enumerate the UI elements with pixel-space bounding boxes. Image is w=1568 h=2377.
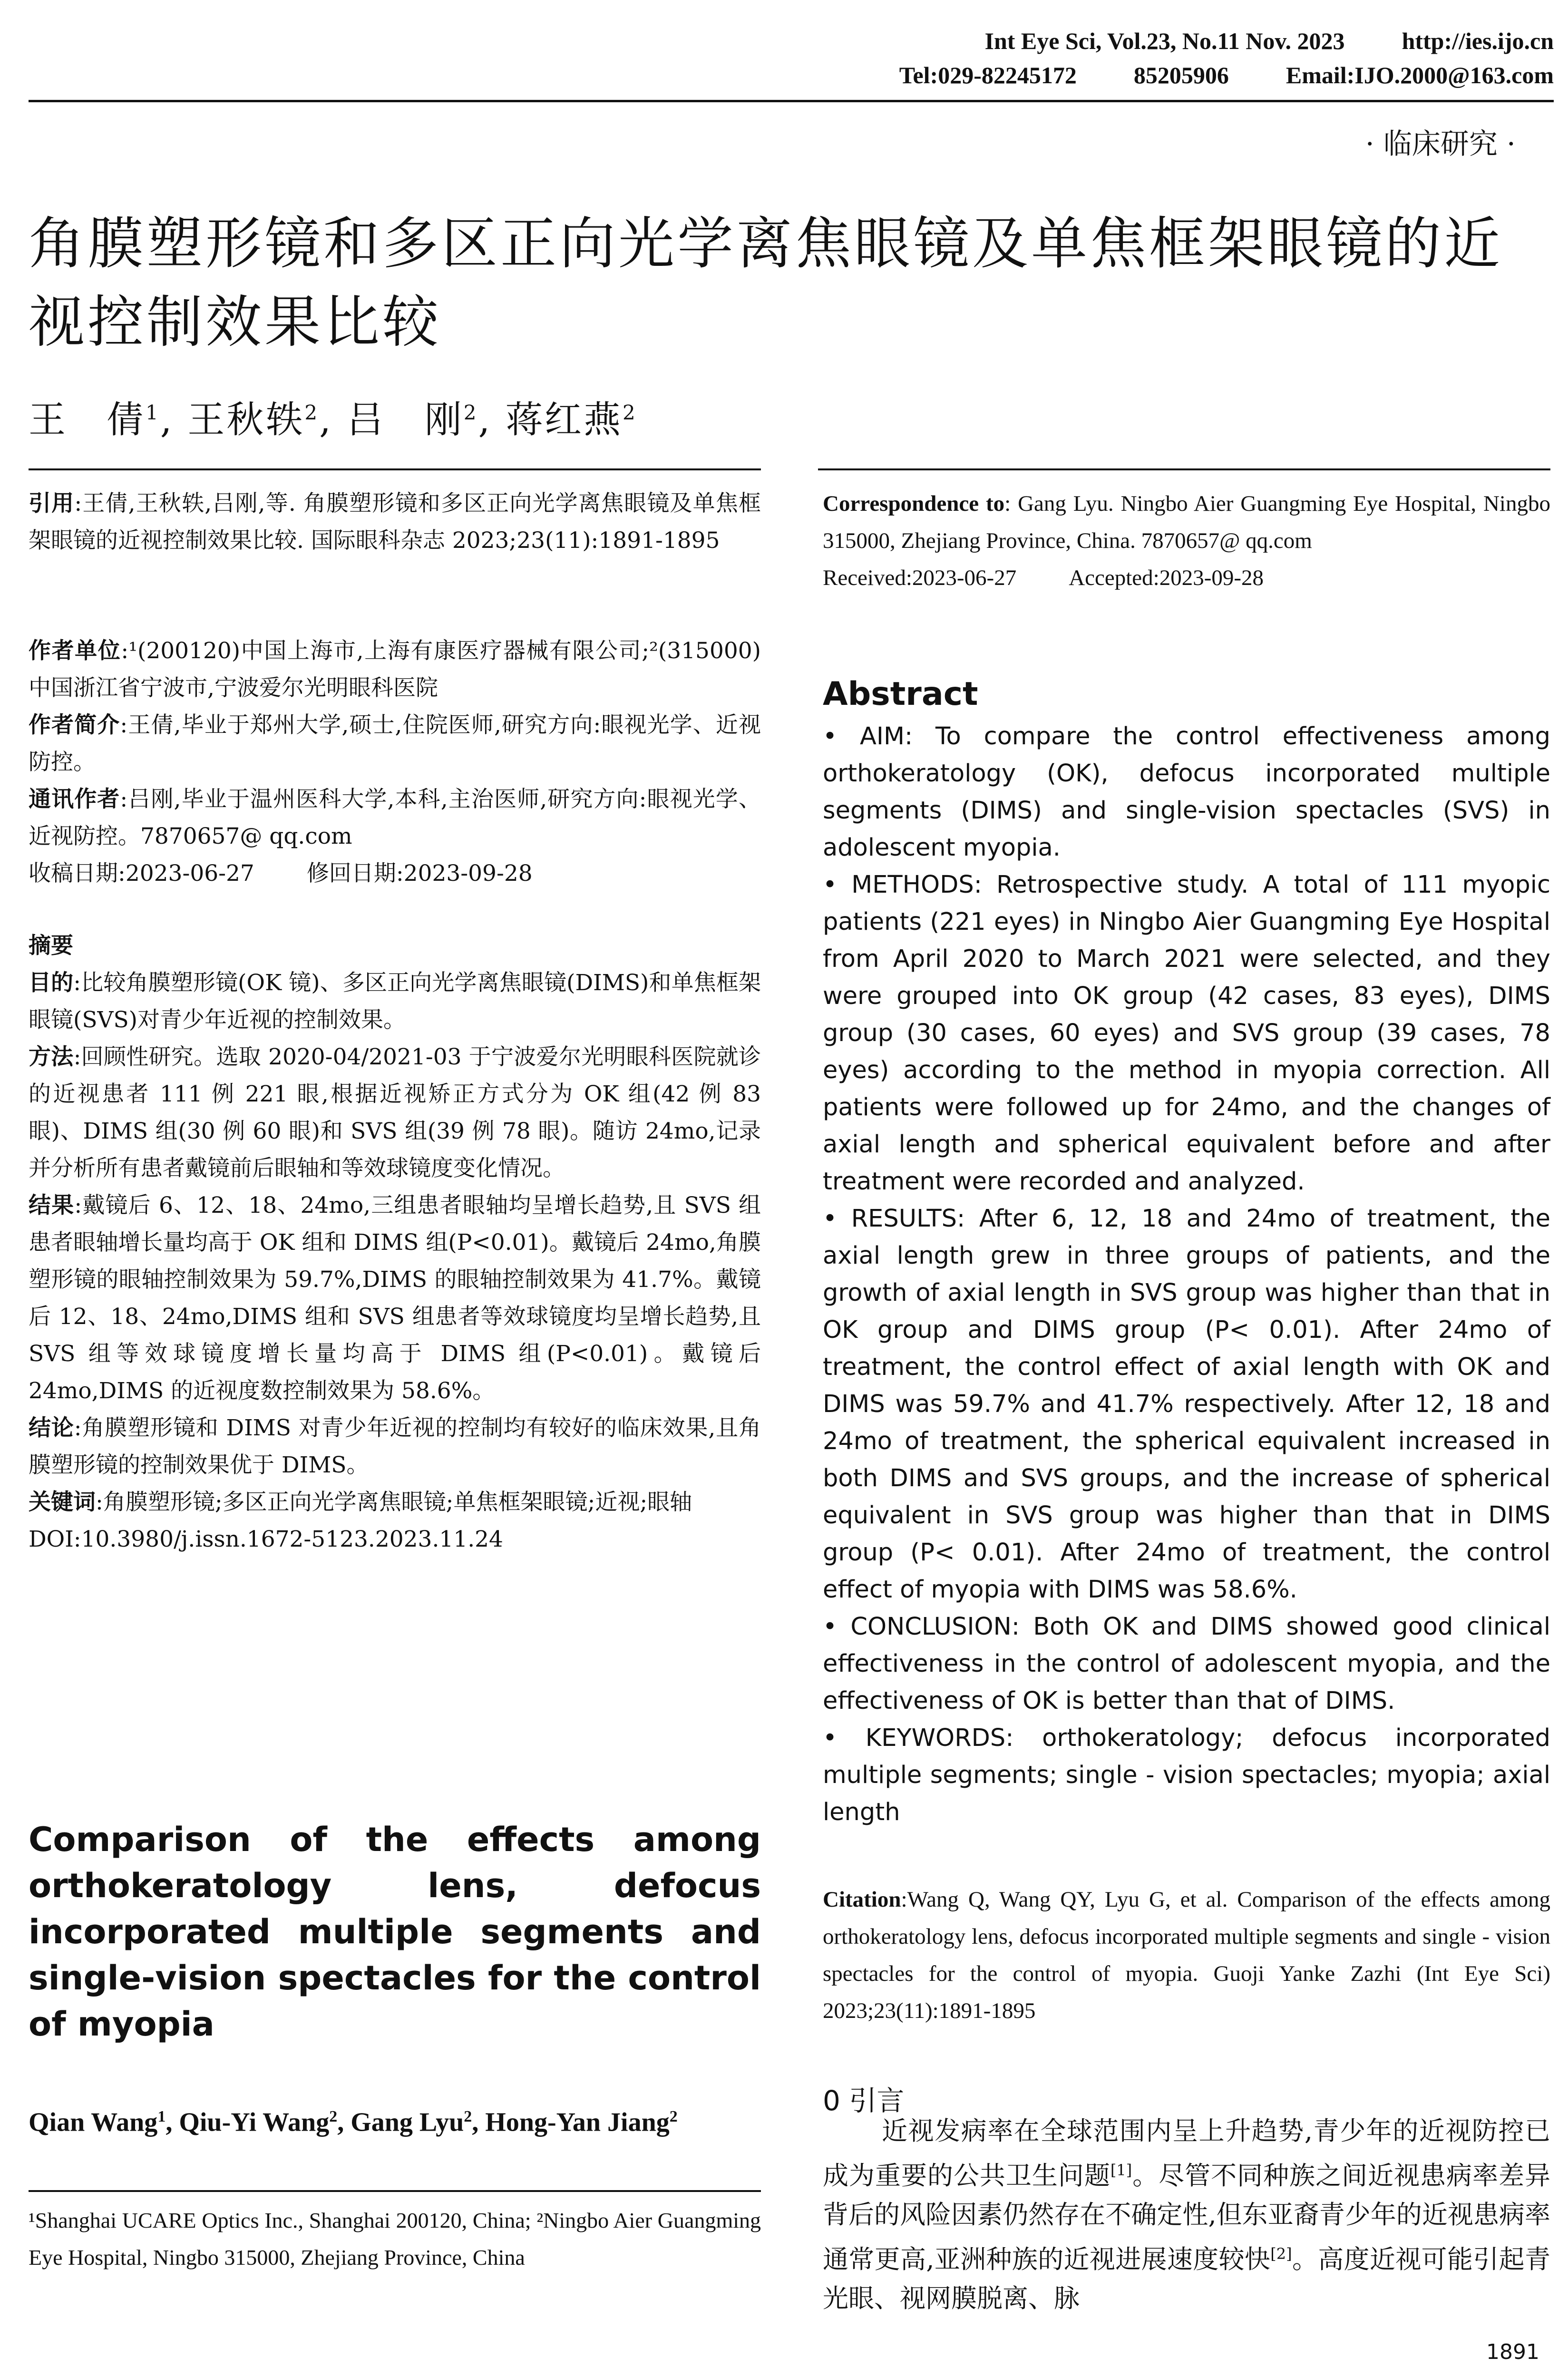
journal-email[interactable]: Email:IJO.2000@163.com [1286,62,1554,88]
right-column-rule [818,468,1550,470]
journal-tel: Tel:029-82245172 [899,62,1077,88]
results-text-cn: :戴镜后 6、12、18、24mo,三组患者眼轴均呈增长趋势,且 SVS 组患者眼轴增长量均高于 OK 组和 DIMS 组(P<0.01)。戴镜后 24mo,角膜塑形镜的眼轴控制效果为 59.7%,DIMS 的眼轴控制效果为 41.7%。戴镜后 12、18、24mo,DIMS 组和 SVS 组患者等效球镜度均呈增长趋势,且 SVS 组等效球镜度增长量均高于 DIMS 组(P<0.01)。戴镜后 24mo,DIMS 的近视度数控制效果为 58.6%。 [29,1192,761,1404]
author-name: 蒋红燕 [506,399,623,441]
citation-en [823,1881,1550,2029]
author-profile-text: :王倩,毕业于郑州大学,硕士,住院医师,研究方向:眼视光学、近视防控。 [29,712,761,775]
journal-tel-2: 85205906 [1133,62,1229,88]
received-date-en: Received:2023-06-27 [823,565,1017,590]
affiliation-rule [29,2190,761,2192]
citation-cn-label: 引用 [29,490,75,516]
keywords-label-cn: 关键词 [29,1489,96,1515]
results-label-cn: 结果 [29,1192,75,1218]
conclusion-text-cn: :角膜塑形镜和 DIMS 对青少年近视的控制均有较好的临床效果,且角膜塑形镜的控制效果优于 DIMS。 [29,1415,761,1478]
author-affil-sup-en: 2 [669,2108,678,2125]
abstract-en [823,718,1550,1831]
methods-label-cn: 方法 [29,1044,74,1070]
methods-text-cn: :回顾性研究。选取 2020-04/2021-03 于宁波爱尔光明眼科医院就诊的近视患者 111 例 221 眼,根据近视矫正方式分为 OK 组(42 例 83 眼)、DIMS 组(30 例 60 眼)和 SVS 组(39 例 78 眼)。随访 24mo,记录并分析所有患者戴镜前后眼轴和等效球镜度变化情况。 [29,1044,761,1181]
affiliations-en: ¹Shanghai UCARE Optics Inc., Shanghai 200120, China; ²Ningbo Aier Guangming Eye Hospital, Ningbo 315000, Zhejiang Province, China [29,2208,761,2270]
corresponding-author-cn-text: :吕刚,毕业于温州医科大学,本科,主治医师,研究方向:眼视光学、近视防控。7870657@ qq.com [29,786,761,849]
author-name: 王 倩 [29,399,146,441]
author-affil-sup-en: 1 [157,2108,166,2125]
author-affil-sup-en: 2 [329,2108,338,2125]
article-title-cn: 角膜塑形镜和多区正向光学离焦眼镜及单焦框架眼镜的近视控制效果比较 [29,211,1503,355]
intro-paragraph [823,2112,1550,2318]
author-affil-sup: 1 [146,401,160,424]
author-affil-sup-en: 2 [464,2108,472,2125]
correspondence-en [823,485,1550,596]
author-name-en: Qiu-Yi Wang [179,2107,330,2137]
abstract-cn-conclusion [29,1410,761,1484]
author-profile [29,707,761,781]
journal-info: Int Eye Sci, Vol.23, No.11 Nov. 2023 [984,28,1345,54]
revised-date-cn: 修回日期:2023-09-28 [306,860,533,887]
intro-heading: 0 引言 [823,2085,905,2117]
abstract-cn-results [29,1187,761,1410]
citation-cn-text: :王倩,王秋轶,吕刚,等. 角膜塑形镜和多区正向光学离焦眼镜及单焦框架眼镜的近视控制效果比较. 国际眼科杂志 2023;23(11):1891-1895 [29,490,761,554]
abstract-cn-methods [29,1039,761,1187]
reference-2[interactable]: [2] [1270,2245,1292,2263]
citation-en-label: Citation [823,1887,901,1912]
header-rule [29,100,1554,102]
abstract-en-methods: • METHODS: Retrospective study. A total of 111 myopic patients (221 eyes) in Ningbo Aier Guangming Eye Hospital from April 2020 to March 2021 were selected, and they were grouped into OK group (42 cases, 83 eyes), DIMS group (30 cases, 60 eyes) and SVS group (39 cases, 78 eyes) according to the method in myopia correction. All patients were followed up for 24mo, and the changes of axial length and spherical equivalent before and after treatment were recorded and analyzed. [823,871,1550,1196]
authors-cn: 王 倩$^1$, 王秋轶$^2$, 吕 刚$^2$, 蒋红燕$^2$ [29,399,637,441]
citation-cn [29,485,761,559]
intro-text-2: 。尽管不同种族之间近视患病率差异背后的风险因素仍然存在不确定性,但东亚裔青少年的近视患病率通常更高,亚洲种族的近视进展速度较快 [823,2161,1551,2274]
abstract-en-aim: • AIM: To compare the control effectiveness among orthokeratology (OK), defocus incorporated multiple segments (DIMS) and single-vision spectacles (SVS) in adolescent myopia. [823,722,1550,862]
abstract-en-results: • RESULTS: After 6, 12, 18 and 24mo of treatment, the axial length grew in three groups of patients, and the growth of axial length in SVS group was higher than that in OK group and DIMS group (P< 0.01). After 24mo of treatment, the control effect of axial length with OK and DIMS was 59.7% and 41.7% respectively. After 12, 18 and 24mo of treatment, the spherical equivalent increased in both DIMS and SVS groups, and the increase of spherical equivalent in SVS group was higher than that in DIMS group (P< 0.01). After 24mo of treatment, the control effect of myopia with DIMS was 58.6%. [823,1205,1550,1604]
journal-url[interactable]: http://ies.ijo.cn [1402,28,1554,54]
intro-text-1: 近视发病率在全球范围内呈上升趋势,青少年的近视防控已成为重要的公共卫生问题 [823,2116,1550,2191]
keywords-text-cn: :角膜塑形镜;多区正向光学离焦眼镜;单焦框架眼镜;近视;眼轴 [96,1489,692,1515]
correspondence-en-text: : Gang Lyu. Ningbo Aier Guangming Eye Hospital, Ningbo 315000, Zhejiang Province, China. 7870657@ qq.com [823,491,1550,553]
intro-text-3: 。高度近视可能引起青光眼、视网膜脱离、脉 [823,2244,1551,2313]
abstract-en-keywords: • KEYWORDS: orthokeratology; defocus incorporated multiple segments; single - vision spectacles; myopia; axial length [823,1724,1550,1826]
running-header [899,24,1554,92]
section-label: · 临床研究 · [1365,127,1516,161]
author-affil-sup: 2 [623,401,637,424]
author-name: 吕 刚 [346,399,464,441]
author-name-en: Qian Wang [29,2107,158,2137]
citation-en-text: :Wang Q, Wang QY, Lyu G, et al. Comparison of the effects among orthokeratology lens, defocus incorporated multiple segments and single - vision spectacles for the control of myopia. Guoji Yanke Zazhi (Int Eye Sci) 2023;23(11):1891-1895 [823,1887,1550,2023]
author-info-block [29,633,761,892]
aim-label-cn: 目的 [29,970,74,996]
dates-en [823,559,1550,596]
received-date-cn: 收稿日期:2023-06-27 [29,860,254,887]
author-name: 王秋轶 [187,399,305,441]
page-number: 1891 [1486,2340,1539,2364]
header-line-1 [899,24,1554,58]
reference-1[interactable]: [1] [1110,2161,1132,2179]
abstract-en-heading: Abstract [823,675,978,713]
aim-text-cn: :比较角膜塑形镜(OK 镜)、多区正向光学离焦眼镜(DIMS)和单焦框架眼镜(SVS)对青少年近视的控制效果。 [29,970,761,1033]
correspondence-en-label: Correspondence to [823,491,1005,516]
abstract-cn-keywords [29,1484,761,1521]
author-name-en: Hong-Yan Jiang [485,2107,670,2137]
doi[interactable]: DOI:10.3980/j.issn.1672-5123.2023.11.24 [29,1526,503,1552]
abstract-cn-aim [29,964,761,1039]
conclusion-label-cn: 结论 [29,1415,74,1441]
author-affil-sup: 2 [304,401,320,424]
abstract-cn [29,927,761,1558]
author-name-en: Gang Lyu [351,2107,464,2137]
accepted-date-en: Accepted:2023-09-28 [1069,565,1264,590]
author-affil-sup: 2 [463,401,478,424]
author-unit-text: :¹(200120)中国上海市,上海有康医疗器械有限公司;²(315000)中国浙江省宁波市,宁波爱尔光明眼科医院 [29,638,761,701]
corresponding-author-cn [29,781,761,855]
author-profile-label: 作者简介 [29,712,120,738]
article-title-en: Comparison of the effects among orthokeratology lens, defocus incorporated multiple segments and single-vision spectacles for the control of myopia [29,1820,761,2044]
left-column-rule [29,468,761,470]
author-unit-label: 作者单位 [29,638,121,664]
authors-en: Qian Wang$^1$, Qiu-Yi Wang$^2$, Gang Lyu$^2$, Hong-Yan Jiang$^2$ [29,2107,678,2137]
corresponding-author-cn-label: 通讯作者 [29,786,120,812]
dates-cn [29,855,761,892]
header-line-2 [899,58,1554,92]
author-unit [29,633,761,707]
abstract-en-conclusion: • CONCLUSION: Both OK and DIMS showed good clinical effectiveness in the control of adolescent myopia, and the effectiveness of OK is better than that of DIMS. [823,1613,1550,1715]
abstract-cn-heading: 摘要 [29,933,73,959]
